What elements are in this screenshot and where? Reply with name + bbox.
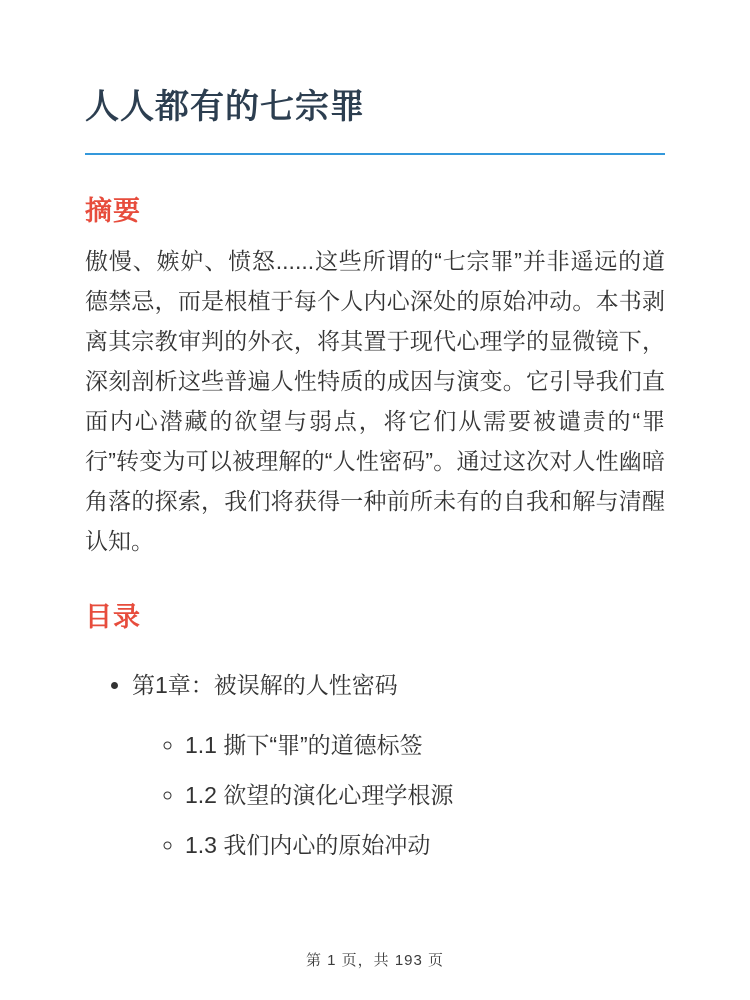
- toc-chapter-item: [132, 665, 665, 865]
- page-number: 第 1 页，共 193 页: [305, 952, 445, 969]
- toc-section-item: ◦ 1.2 欲望的演化心理学根源: [185, 775, 665, 815]
- toc-section-list: [132, 725, 665, 865]
- toc-section-item: ◦ 1.3 我们内心的原始冲动: [185, 825, 665, 865]
- abstract-heading: 摘要: [85, 195, 141, 226]
- toc-chapter-label: 第1章：被误解的人性密码: [132, 672, 398, 699]
- toc-section-item: ◦ 1.1 撕下“罪”的道德标签: [185, 725, 665, 765]
- toc-heading: 目录: [85, 601, 141, 632]
- toc-list: [85, 665, 665, 865]
- page-title: 人人都有的七宗罪: [85, 86, 665, 155]
- abstract-paragraph: 傲慢、嫉妒、愤怒......这些所谓的“七宗罪”并非遥远的道德禁忌，而是根植于每个人内心深处的原始冲动。本书剥离其宗教审判的外衣，将其置于现代心理学的显微镜下，深刻剖析这些普遍人性特质的成因与演变。它引导我们直面内心潜藏的欲望与弱点，将它们从需要被谴责的“罪行”转变为可以被理解的“人性密码”。通过这次对人性幽暗角落的探索，我们将获得一种前所未有的自我和解与清醒认知。: [85, 247, 665, 554]
